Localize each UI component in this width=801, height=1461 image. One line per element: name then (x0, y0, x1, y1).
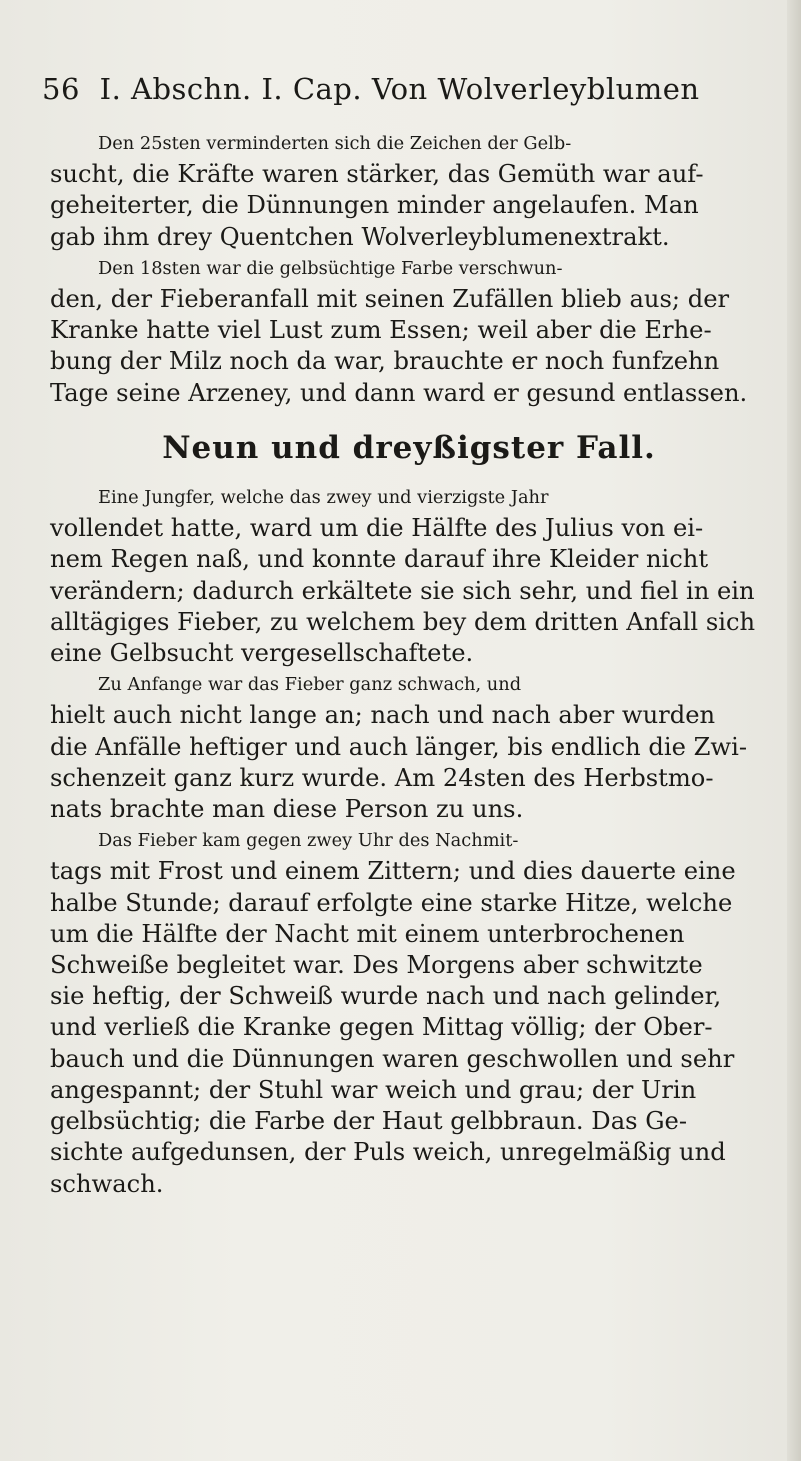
running-head (42, 72, 762, 122)
text-line: Den 25sten verminderten sich die Zeichen der Gelb- (98, 133, 572, 154)
body-text (50, 128, 768, 1200)
text-line: alltägiges Fieber, zu welchem bey dem dritten Anfall sich (50, 607, 756, 636)
text-line: nem Regen naß, und konnte darauf ihre Kleider nicht (50, 545, 709, 574)
text-line: sie heftig, der Schweiß wurde nach und nach gelinder, (50, 982, 722, 1011)
text-line: tags mit Frost und einem Zittern; und dies dauerte eine (50, 857, 736, 886)
text-line: bauch und die Dünnungen waren geschwollen und sehr (50, 1044, 735, 1073)
paragraph (50, 128, 768, 253)
text-line: geheiterter, die Dünnungen minder angelaufen. Man (50, 191, 699, 220)
text-line: Tage seine Arzeney, und dann ward er gesund entlassen. (50, 378, 748, 407)
text-line: gelbsüchtig; die Farbe der Haut gelbbraun. Das Ge- (50, 1107, 688, 1136)
text-line: Zu Anfange war das Fieber ganz schwach, und (98, 674, 522, 696)
text-line: gab ihm drey Quentchen Wolverleyblumenextrakt. (50, 222, 670, 251)
text-line: eine Gelbsucht vergesellschaftete. (50, 639, 474, 668)
paragraph (50, 482, 768, 669)
text-line: verändern; dadurch erkältete sie sich sehr, und fiel in ein (50, 576, 755, 605)
section-label: I. Abschn. I. Cap. (99, 72, 363, 106)
text-line: hielt auch nicht lange an; nach und nach aber wurden (50, 701, 716, 730)
case-heading: Neun und dreyßigster Fall. (162, 429, 656, 466)
text-line: Kranke hatte viel Lust zum Essen; weil aber die Erhe- (50, 316, 712, 345)
text-line: bung der Milz noch da war, brauchte er noch funfzehn (50, 347, 720, 376)
chapter-title: Von Wolverleyblumen (371, 72, 700, 106)
text-line: halbe Stunde; darauf erfolgte eine starke Hitze, welche (50, 888, 733, 917)
text-line: die Anfälle heftiger und auch länger, bis endlich die Zwi- (50, 732, 748, 761)
text-line: und verließ die Kranke gegen Mittag völlig; der Ober- (50, 1013, 713, 1042)
text-line: sichte aufgedunsen, der Puls weich, unregelmäßig und (50, 1138, 726, 1167)
text-line: Eine Jungfer, welche das zwey und vierzigste Jahr (98, 487, 549, 509)
paragraph (50, 825, 768, 1199)
text-line: angespannt; der Stuhl war weich und grau; der Urin (50, 1075, 697, 1104)
text-line: schenzeit ganz kurz wurde. Am 24sten des Herbstmo- (50, 763, 714, 792)
text-line: Das Fieber kam gegen zwey Uhr des Nachmit- (98, 830, 519, 852)
text-line: um die Hälfte der Nacht mit einem unterbrochenen (50, 919, 685, 948)
page-edge (787, 0, 801, 1461)
paragraph (50, 669, 768, 825)
text-line: sucht, die Kräfte waren stärker, das Gemüth war auf- (50, 160, 704, 189)
text-line: nats brachte man diese Person zu uns. (50, 795, 524, 824)
page-number: 56 (42, 72, 80, 106)
text-line: Den 18sten war die gelbsüchtige Farbe verschwun- (98, 257, 563, 279)
text-line: vollendet hatte, ward um die Hälfte des Julius von ei- (50, 514, 704, 543)
paragraph (50, 253, 768, 409)
text-line: den, der Fieberanfall mit seinen Zufällen blieb aus; der (50, 285, 730, 314)
text-line: schwach. (50, 1169, 164, 1198)
text-line: Schweiße begleitet war. Des Morgens aber schwitzte (50, 951, 703, 980)
